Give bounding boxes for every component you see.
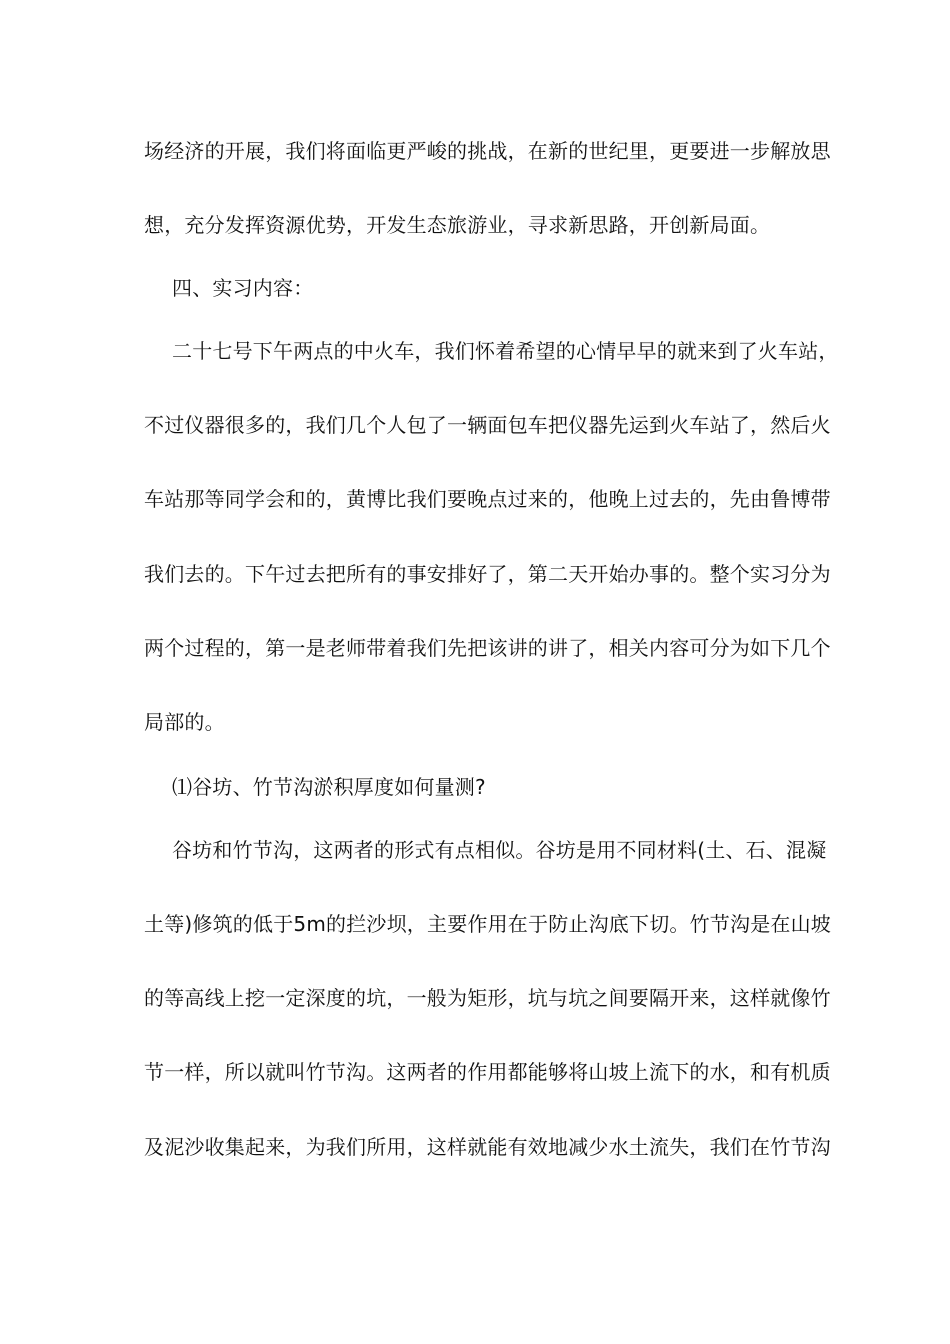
text-line-9: 局部的。 bbox=[144, 710, 225, 734]
subheading: ⑴谷坊、竹节沟淤积厚度如何量测? bbox=[172, 775, 486, 799]
text-line-5: 不过仪器很多的，我们几个人包了一辆面包车把仪器先运到火车站了，然后火 bbox=[144, 413, 831, 437]
text-line-8: 两个过程的，第一是老师带着我们先把该讲的讲了，相关内容可分为如下几个 bbox=[144, 636, 831, 660]
text-line-4: 二十七号下午两点的中火车，我们怀着希望的心情早早的就来到了火车站， bbox=[172, 339, 839, 363]
section-heading: 四、实习内容： bbox=[172, 276, 314, 300]
text-line-6: 车站那等同学会和的，黄博比我们要晚点过来的，他晚上过去的，先由鲁博带 bbox=[144, 487, 831, 511]
text-line-14: 节一样，所以就叫竹节沟。这两者的作用都能够将山坡上流下的水，和有机质 bbox=[144, 1060, 831, 1084]
text-line-15: 及泥沙收集起来，为我们所用，这样就能有效地减少水土流失，我们在竹节沟 bbox=[144, 1135, 831, 1159]
text-line-11: 谷坊和竹节沟，这两者的形式有点相似。谷坊是用不同材料(土、石、混凝 bbox=[172, 838, 827, 862]
text-line-13: 的等高线上挖一定深度的坑，一般为矩形，坑与坑之间要隔开来，这样就像竹 bbox=[144, 986, 831, 1010]
text-line-2: 想，充分发挥资源优势，开发生态旅游业，寻求新思路，开创新局面。 bbox=[144, 213, 771, 237]
text-line-7: 我们去的。下午过去把所有的事安排好了，第二天开始办事的。整个实习分为 bbox=[144, 562, 831, 586]
text-line-12: 土等)修筑的低于5m的拦沙坝，主要作用在于防止沟底下切。竹节沟是在山坡 bbox=[144, 912, 832, 936]
text-line-1: 场经济的开展，我们将面临更严峻的挑战，在新的世纪里，更要进一步解放思 bbox=[144, 139, 831, 163]
